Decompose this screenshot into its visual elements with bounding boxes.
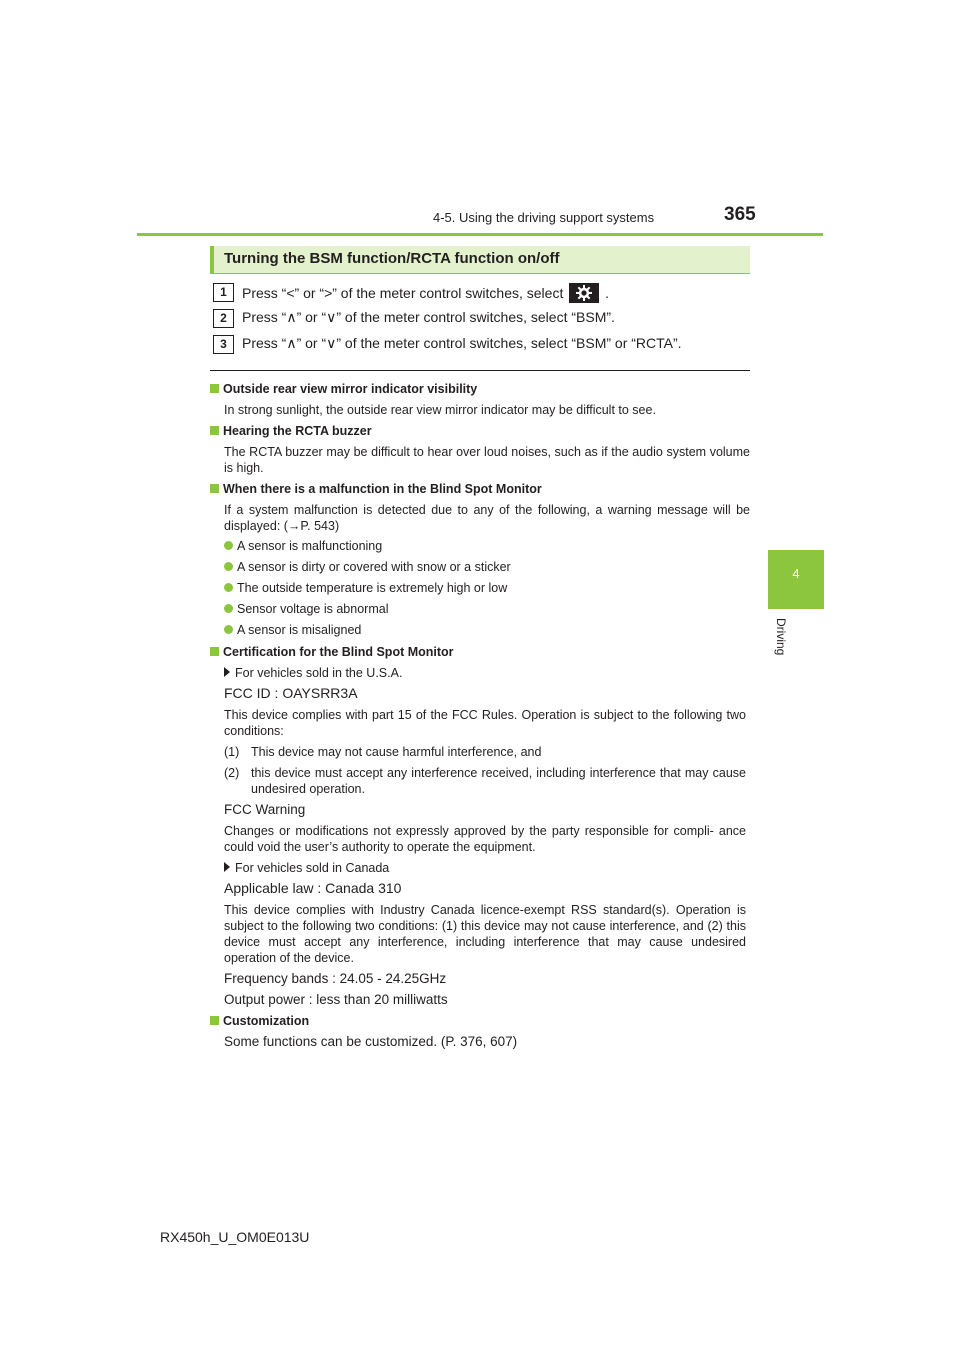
list-item: A sensor is dirty or covered with snow or a sticker <box>224 560 511 574</box>
header-title: 4-5. Using the driving support systems <box>433 210 655 225</box>
note-body: In strong sunlight, the outside rear view mirror indicator may be difficult to see. <box>224 403 656 417</box>
list-item: Sensor voltage is abnormal <box>224 602 388 616</box>
step-number: 3 <box>213 335 234 354</box>
chapter-tab <box>768 550 824 609</box>
condition-text: This device may not cause harmful interference, and <box>251 745 542 759</box>
fcc-warning: FCC Warning <box>224 802 306 817</box>
applicable-law: Applicable law : Canada 310 <box>224 880 402 896</box>
dot-bullet-icon <box>224 541 233 550</box>
chapter-number: 4 <box>792 566 800 581</box>
square-bullet-icon <box>210 484 219 493</box>
condition-1 <box>224 744 746 760</box>
note-heading: Hearing the RCTA buzzer <box>210 423 750 439</box>
condition-2 <box>224 765 746 797</box>
fcc-warning-text: Changes or modifications not expressly approved by the party responsible for compli- ance could void the user’s authority to operate the equipment. <box>224 824 746 854</box>
square-bullet-icon <box>210 384 219 393</box>
dot-bullet-icon <box>224 604 233 613</box>
list-item: A sensor is misaligned <box>224 623 361 637</box>
page-number: 365 <box>724 204 756 225</box>
footer-code: RX450h_U_OM0E013U <box>160 1229 310 1245</box>
note-mirror-visibility <box>210 381 750 418</box>
note-rcta-buzzer <box>210 423 750 476</box>
note-heading: When there is a malfunction in the Blind Spot Monitor <box>210 481 750 497</box>
triangle-bullet-icon <box>224 667 230 677</box>
note-customization <box>210 1013 750 1050</box>
fcc-id: FCC ID : OAYSRR3A <box>224 685 358 701</box>
triangle-bullet-icon <box>224 862 230 872</box>
note-body: If a system malfunction is detected due to any of the following, a warning message will be displayed: (→P. 543) <box>224 503 750 533</box>
step-number: 2 <box>213 309 234 328</box>
section-title: Turning the BSM function/RCTA function on/off <box>224 250 560 267</box>
chapter-label: Driving <box>774 618 788 656</box>
frequency-bands: Frequency bands : 24.05 - 24.25GHz <box>224 971 447 986</box>
note-heading: Outside rear view mirror indicator visibility <box>210 381 750 397</box>
note-certification <box>210 644 750 660</box>
dot-bullet-icon <box>224 583 233 592</box>
gear-icon <box>569 283 599 303</box>
square-bullet-icon <box>210 1016 219 1025</box>
fcc-text: This device complies with part 15 of the FCC Rules. Operation is subject to the following two conditions: <box>224 708 746 738</box>
step-text: Press “∧” or “∨” of the meter control switches, select “BSM” or “RCTA”. <box>242 335 682 351</box>
step-text: Press “∧” or “∨” of the meter control switches, select “BSM”. <box>242 309 615 325</box>
list-item: The outside temperature is extremely high or low <box>224 581 507 595</box>
list-item: A sensor is malfunctioning <box>224 539 382 553</box>
note-heading: Customization <box>210 1013 750 1029</box>
note-body: The RCTA buzzer may be difficult to hear over loud noises, such as if the audio system volume is high. <box>224 445 750 475</box>
section-title-bar <box>210 246 750 274</box>
condition-text: this device must accept any interference received, including interference that may cause undesired operation. <box>251 766 746 796</box>
note-malfunction <box>210 481 750 534</box>
canada-text: This device complies with Industry Canada licence-exempt RSS standard(s). Operation is subject to the following two conditions: (1) this device may not cause interference, and (2) this device must accept any interference, including interference that may cause undesired operation of the device. <box>224 903 746 965</box>
usa-label: For vehicles sold in the U.S.A. <box>224 665 746 681</box>
step-number: 1 <box>213 283 234 302</box>
note-body: Some functions can be customized. (P. 376, 607) <box>224 1034 518 1049</box>
dot-bullet-icon <box>224 562 233 571</box>
header-rule <box>137 233 823 236</box>
step-text <box>242 283 609 303</box>
step-text-before: Press “<” or “>” of the meter control switches, select <box>242 285 564 301</box>
note-heading: Certification for the Blind Spot Monitor <box>210 644 750 660</box>
condition-number: (2) <box>224 766 240 780</box>
section-divider <box>210 370 750 371</box>
dot-bullet-icon <box>224 625 233 634</box>
canada-label: For vehicles sold in Canada <box>224 860 746 876</box>
square-bullet-icon <box>210 647 219 656</box>
output-power: Output power : less than 20 milliwatts <box>224 992 448 1007</box>
condition-number: (1) <box>224 745 240 759</box>
square-bullet-icon <box>210 426 219 435</box>
step-text-after: . <box>605 285 610 301</box>
